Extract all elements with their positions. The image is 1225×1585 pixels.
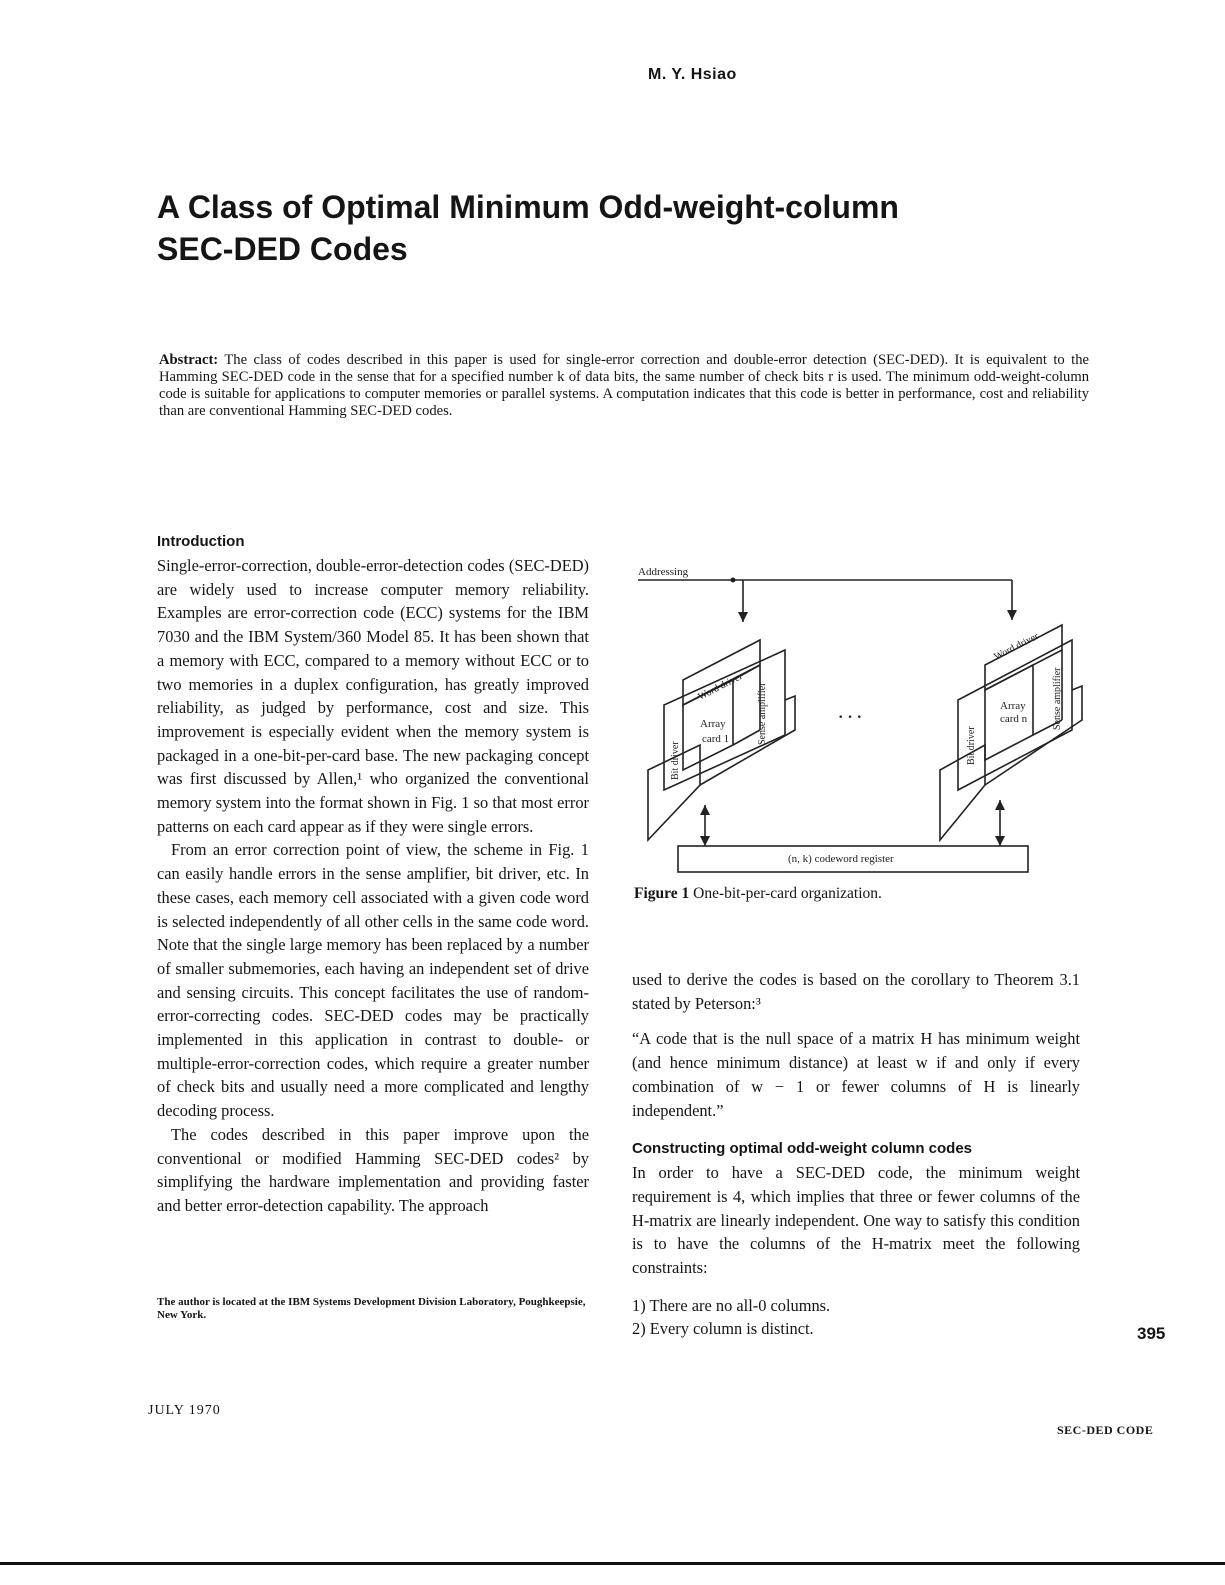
arrow-up-card-1 [700,805,710,815]
register-label: (n, k) codeword register [788,853,894,865]
addressing-label: Addressing [638,566,689,578]
footnote: The author is located at the IBM Systems Development Division Laboratory, Poughkeepsie, New York. [157,1296,586,1321]
figure-caption-text: One-bit-per-card organization. [693,885,882,902]
card-1-sense-amplifier-label: Sense amplifier [757,682,768,745]
title-line-2: SEC-DED Codes [157,231,408,267]
list-item: 1) There are no all-0 columns. [632,1295,831,1315]
card-1-word-driver-label: Word driver [696,670,745,703]
card-1-bit-driver-label: Bit driver [670,741,681,780]
issue-date: JULY 1970 [148,1403,221,1418]
list-item: 2) Every column is distinct. [632,1319,814,1339]
author-name: M. Y. Hsiao [648,66,737,83]
section-heading-constructing: Constructing optimal odd-weight column codes [632,1140,972,1158]
intro-paragraph-2: From an error correction point of view, the scheme in Fig. 1 can easily handle errors in the sense amplifier, bit driver, etc. In these cases, each memory cell associated with a given code word is selected independently of all other cells in the same code word. Note that the single large memory has been replaced by a number of smaller submemories, each having an independent set of drive and sensing circuits. This concept facilitates the use of random-error-correcting codes. SEC-DED codes may be practically implemented in this application in contrast to double- or multiple-error-correction codes, which require a greater number of check bits and usually need a more complicated and lengthy decoding process. [157,840,589,1121]
addressing-junction [731,578,736,583]
cards-ellipsis: · · · [838,709,863,726]
right-paragraph-2: In order to have a SEC-DED code, the minimum weight requirement is 4, which implies that three or fewer columns of the H-matrix are linearly independent. One way to satisfy this condition is to have the columns of the H-matrix meet the following constraints: [632,1163,1080,1278]
card-1-card-label: card 1 [702,733,730,745]
figure-1-diagram [630,560,1063,880]
left-column [157,533,589,1218]
abstract [159,352,1089,420]
card-n-word-driver-label: Word driver [992,630,1041,663]
card-1-array-label: Array [700,718,726,730]
paper-title [157,186,1017,270]
arrow-down-register-n [995,836,1005,846]
card-n-bit-driver-label: Bit driver [966,726,977,765]
card-n-array-label: Array [1000,700,1026,712]
arrow-down-card-1 [738,612,748,622]
figure-caption-label: Figure 1 [634,885,690,902]
arrow-up-card-n [995,800,1005,810]
arrow-down-card-n [1007,610,1017,620]
constraints-list [632,1294,1080,1341]
title-line-1: A Class of Optimal Minimum Odd-weight-column [157,189,899,225]
abstract-text: The class of codes described in this paper is used for single-error correction and double-error detection (SEC-DED). It is equivalent to the Hamming SEC-DED code in the sense that for a specified number k of data bits, the same number of check bits r is used. The minimum odd-weight-column code is suitable for applications to computer memories or parallel systems. A computation indicates that this code is better in performance, cost and reliability than are conventional Hamming SEC-DED codes. [159,352,1089,419]
abstract-label: Abstract: [159,352,219,368]
intro-paragraph-3: The codes described in this paper improve upon the conventional or modified Hamming SEC-DED codes² by simplifying the hardware implementation and providing faster and better error-detection capability. The approach [157,1124,589,1215]
card-n-card-label: card n [1000,713,1028,725]
right-paragraph-1: used to derive the codes is based on the corollary to Theorem 3.1 stated by Peterson:³ [632,970,1080,1013]
card-n-back-panel [940,745,985,840]
card-n-sense-amplifier-label: Sense amplifier [1052,667,1063,730]
bottom-divider [0,1562,1225,1565]
page-number: 395 [1137,1324,1166,1343]
arrow-down-register-1 [700,836,710,846]
figure-1-caption [634,885,882,903]
running-head: SEC-DED CODE [1057,1423,1154,1437]
card-1-word-driver-box [683,640,760,705]
right-column [632,968,1080,1341]
section-heading-introduction: Introduction [157,533,245,550]
card-1-sense-bottom [733,730,760,745]
intro-paragraph-1: Single-error-correction, double-error-detection codes (SEC-DED) are widely used to increase computer memory reliability. Examples are error-correction code (ECC) systems for the IBM 7030 and the IBM System/360 Model 85. It has been shown that a memory with ECC, compared to a memory without ECC or to two memories in a duplex configuration, has greatly improved reliability, as judged by performance, cost and size. This improvement is especially evident when the memory system is packaged in a one-bit-per-card base. The new packaging concept was first discussed by Allen,¹ who organized the conventional memory system into the format shown in Fig. 1 so that most error patterns on each card appear as if they were single errors. [157,556,589,836]
peterson-quote: “A code that is the null space of a matrix H has minimum weight (and hence minimum distance) at least w if and only if every combination of w − 1 or fewer columns of H is linearly independent.” [632,1029,1080,1120]
